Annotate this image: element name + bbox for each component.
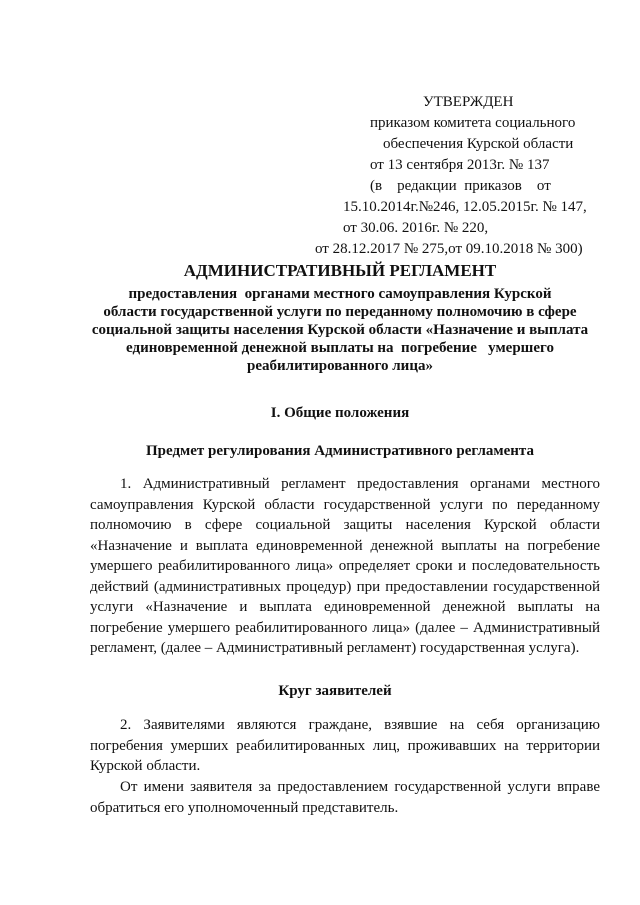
paragraph-text: 1. Административный регламент предоставления органами местного самоуправления Курской области государственной услуги по переданному полномочию в сфере социальной защиты населения Курской области «Назначение и выплата единовременной денежной выплаты на погребение умершего реабилитированного лица» определяет сроки и последовательность действий (административных процедур) при предоставлении государственной услуги «Назначение и выплата единовременной денежной выплаты на погребение умершего реабилитированного лица» (далее – Административный регламент, (далее – Административный регламент) государственная услуга).	[90, 476, 600, 656]
approval-line: приказом комитета социального	[370, 115, 576, 131]
approval-line: 15.10.2014г.№246, 12.05.2015г. № 147,	[343, 199, 587, 215]
approval-line: (в редакции приказов от	[370, 178, 551, 194]
title-line: области государственной услуги по переданному полномочию в сфере	[103, 304, 577, 320]
paragraph-text: 2. Заявителями являются граждане, взявшие на себя организацию погребения умерших реабилитированных лиц, проживавших на территории Курской области.	[90, 717, 600, 774]
paragraph	[90, 474, 600, 659]
title-line: реабилитированного лица»	[247, 358, 433, 374]
section-heading: Круг заявителей	[278, 683, 392, 699]
title-line: предоставления органами местного самоуправления Курской	[128, 286, 552, 302]
paragraph	[90, 777, 600, 818]
approval-line: от 13 сентября 2013г. № 137	[370, 157, 550, 173]
section-subheading: Предмет регулирования Административного регламента	[146, 443, 534, 459]
approval-line: от 30.06. 2016г. № 220,	[343, 220, 489, 236]
title-line: социальной защиты населения Курской области «Назначение и выплата	[91, 322, 589, 338]
title-line: единовременной денежной выплаты на погребение умершего	[126, 340, 554, 356]
approval-line: обеспечения Курской области	[383, 136, 574, 152]
section-heading: I. Общие положения	[270, 405, 410, 421]
approved-label: УТВЕРЖДЕН	[423, 94, 514, 110]
paragraph	[90, 715, 600, 777]
paragraph-text: От имени заявителя за предоставлением государственной услуги вправе обратиться его уполномоченный представитель.	[90, 779, 600, 816]
document-title: АДМИНИСТРАТИВНЫЙ РЕГЛАМЕНТ	[183, 261, 497, 280]
approval-line: от 28.12.2017 № 275,от 09.10.2018 № 300)	[315, 241, 583, 257]
